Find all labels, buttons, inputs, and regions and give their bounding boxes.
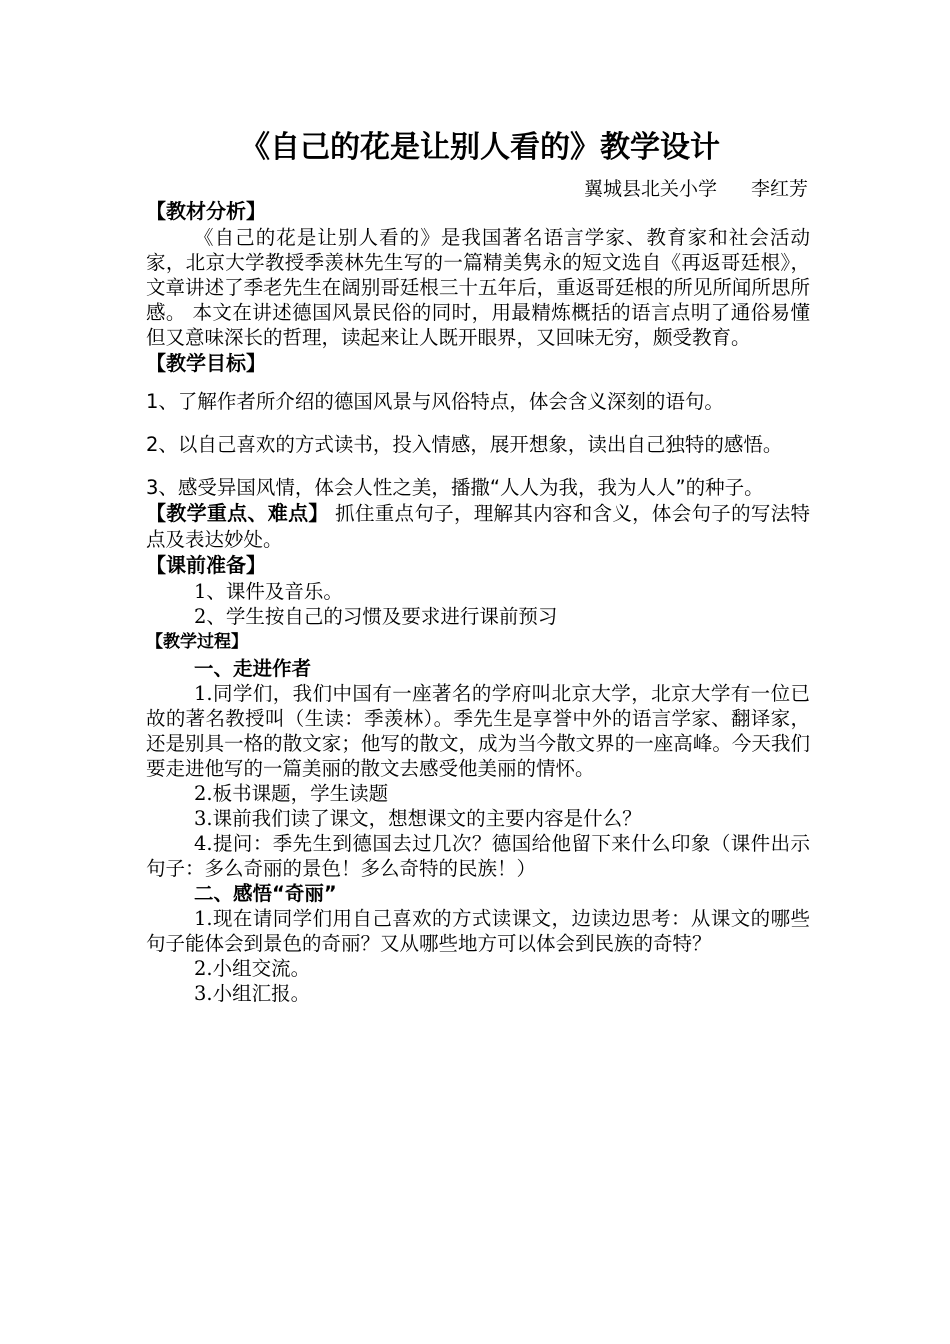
process-item: 3.课前我们读了课文，想想课文的主要内容是什么？ — [194, 807, 642, 830]
author-school: 翼城县北关小学 — [583, 178, 717, 200]
document-body — [146, 198, 810, 1006]
key-points-text: 抓住重点句子，理解其内容和含义，体会句子的写法特点及表达妙处。 — [146, 502, 810, 551]
process-part-title: 一、走进作者 — [194, 657, 312, 680]
heading-prep: 【课前准备】 — [146, 553, 266, 577]
prep-item: 1、课件及音乐。 — [194, 580, 343, 603]
goal-item: 2、以自己喜欢的方式读书，投入情感，展开想象，读出自己独特的感悟。 — [146, 433, 783, 456]
heading-process: 【教学过程】 — [146, 632, 248, 652]
heading-analysis: 【教材分析】 — [146, 199, 266, 223]
process-item: 1.同学们，我们中国有一座著名的学府叫北京大学，北京大学有一位已故的著名教授叫（生读：季羡林）。季先生是享誉中外的语言学家、翻译家，还是别具一格的散文家；他写的散文，成为当今散文界的一座高峰。今天我们要走进他写的一篇美丽的散文去感受他美丽的情怀。 — [146, 682, 810, 780]
process-part-title: 二、感悟“奇丽” — [194, 882, 337, 905]
heading-key-points: 【教学重点、难点】 — [146, 501, 329, 525]
process-item: 2.板书课题，学生读题 — [194, 782, 389, 805]
process-item: 1.现在请同学们用自己喜欢的方式读课文，边读边思考：从课文的哪些句子能体会到景色的奇丽？又从哪些地方可以体会到民族的奇特？ — [146, 907, 810, 955]
analysis-paragraph: 《自己的花是让别人看的》是我国著名语言学家、教育家和社会活动家，北京大学教授季羡林先生写的一篇精美隽永的短文选自《再返哥廷根》，文章讲述了季老先生在阔别哥廷根三十五年后，重返哥廷根的所见所闻所思所感。 本文在讲述德国风景民俗的同时，用最精炼概括的语言点明了通俗易懂但又意味深长的哲理，读起来让人既开眼界，又回味无穷，颇受教育。 — [146, 226, 810, 349]
author-name: 李红芳 — [750, 178, 808, 200]
process-item: 3.小组汇报。 — [194, 982, 311, 1005]
process-item: 2.小组交流。 — [194, 957, 311, 980]
prep-item: 2、学生按自己的习惯及要求进行课前预习 — [194, 605, 558, 628]
key-points-row — [146, 500, 810, 552]
process-item: 4.提问：季先生到德国去过几次？德国给他留下来什么印象（课件出示句子：多么奇丽的景色！多么奇特的民族！） — [146, 832, 810, 880]
goal-item: 1、了解作者所介绍的德国风景与风俗特点，体会含义深刻的语句。 — [146, 390, 724, 413]
document-title: 《自己的花是让别人看的》教学设计 — [240, 130, 720, 165]
heading-goals: 【教学目标】 — [146, 351, 266, 375]
goal-item: 3、感受异国风情，体会人性之美，播撒“人人为我，我为人人”的种子。 — [146, 476, 764, 499]
